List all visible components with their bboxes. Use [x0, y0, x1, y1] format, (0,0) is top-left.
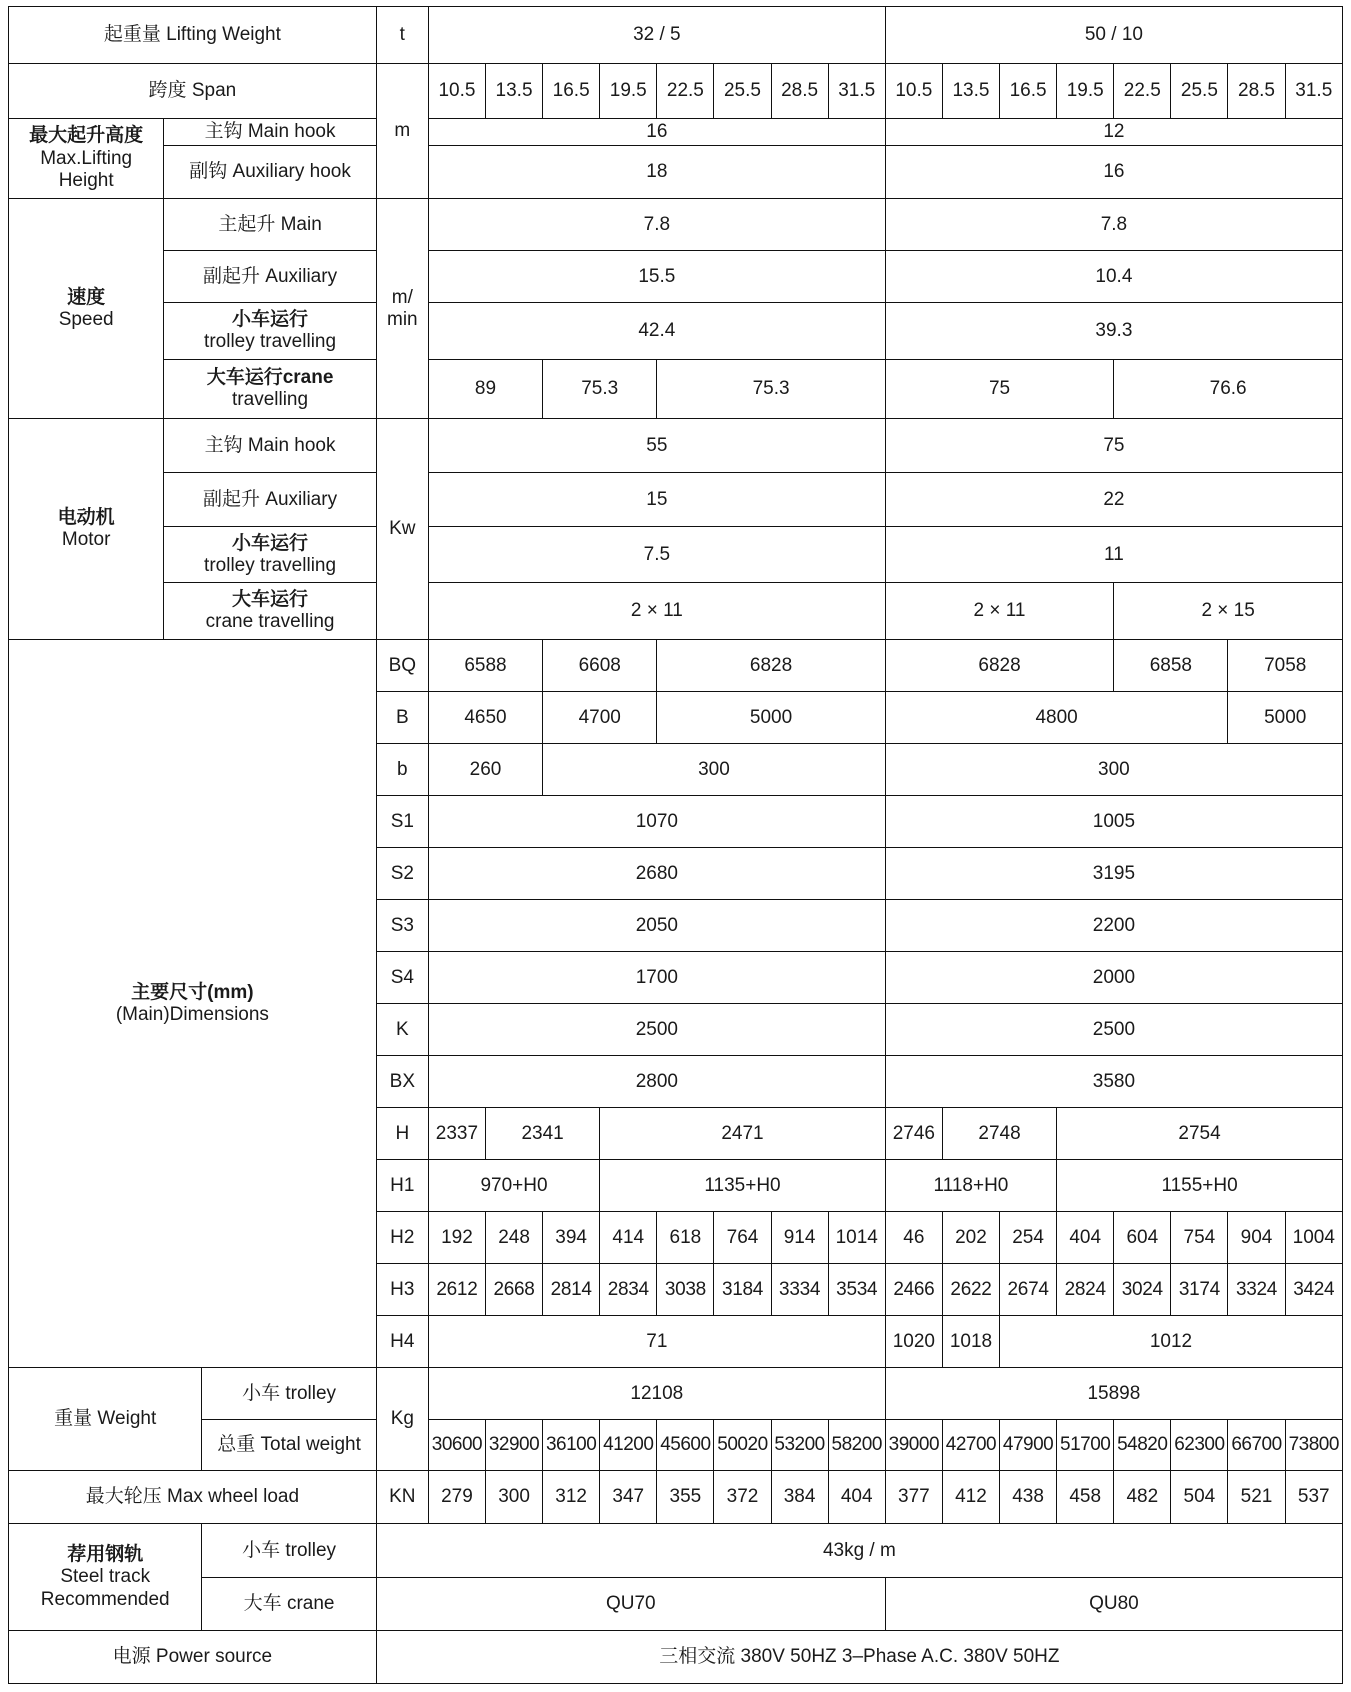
dim-code-h1: H1: [376, 1160, 428, 1212]
weight-total-value: 50020: [714, 1420, 771, 1471]
motor-crane-cn: 大车运行: [232, 589, 309, 610]
table-row-speed-crane: [9, 360, 1343, 419]
steel-track-cn: 荐用钢轨: [67, 1543, 144, 1565]
speed-crane-cell: 75.3: [657, 360, 885, 419]
weight-total-value: 73800: [1285, 1420, 1342, 1471]
dim-code-h: H: [376, 1108, 428, 1160]
table-row-power-source: [9, 1631, 1343, 1684]
section-label-motor: [9, 419, 164, 640]
dim-value: 3580: [885, 1056, 1342, 1108]
span-value: 28.5: [1228, 64, 1285, 119]
dim-code-h3: H3: [376, 1264, 428, 1316]
dim-value: 2050: [428, 900, 885, 952]
motor-trolley-right: 11: [885, 527, 1342, 583]
row-label-motor-crane: [164, 583, 376, 640]
main-hook-height-right: 12: [885, 119, 1342, 146]
weight-trolley-value: 15898: [885, 1368, 1342, 1420]
dim-value: 1070: [428, 796, 885, 848]
wheel-load-value: 537: [1285, 1471, 1342, 1524]
dim-value: 4700: [543, 692, 657, 744]
wheel-load-value: 458: [1057, 1471, 1114, 1524]
table-row-motor-trolley: [9, 527, 1343, 583]
max-lifting-height-cn: 最大起升高度: [29, 125, 144, 147]
span-value: 31.5: [828, 64, 885, 119]
speed-aux-right: 10.4: [885, 251, 1342, 303]
unit-motor: Kw: [376, 419, 428, 640]
motor-label-en: Motor: [61, 529, 111, 551]
dim-value: 3184: [714, 1264, 771, 1316]
dim-value: 4800: [885, 692, 1228, 744]
row-label-steel-track-trolley: 小车 trolley: [202, 1524, 376, 1578]
span-value: 25.5: [714, 64, 771, 119]
dim-value: 2754: [1057, 1108, 1343, 1160]
table-row-motor-main-hook: [9, 419, 1343, 473]
motor-crane-cell: 2 × 11: [885, 583, 1113, 640]
dim-value: 6608: [543, 640, 657, 692]
dim-value: 7058: [1228, 640, 1343, 692]
dim-code-k: K: [376, 1004, 428, 1056]
dim-value: 2200: [885, 900, 1342, 952]
dim-value: 71: [428, 1316, 885, 1368]
weight-total-value: 58200: [828, 1420, 885, 1471]
dim-value: 6828: [657, 640, 885, 692]
wheel-load-value: 279: [428, 1471, 485, 1524]
dim-value: 2800: [428, 1056, 885, 1108]
dim-value: 6858: [1114, 640, 1228, 692]
dim-code-s3: S3: [376, 900, 428, 952]
dim-code-b-small: b: [376, 744, 428, 796]
dim-value: 2500: [428, 1004, 885, 1056]
dim-value: 5000: [1228, 692, 1343, 744]
wheel-load-value: 372: [714, 1471, 771, 1524]
dim-value: 2622: [942, 1264, 999, 1316]
table-row-lifting-weight: [9, 7, 1343, 64]
dim-value: 2746: [885, 1108, 942, 1160]
span-value: 13.5: [942, 64, 999, 119]
dim-value: 764: [714, 1212, 771, 1264]
steel-track-trolley-value: 43kg / m: [376, 1524, 1342, 1578]
wheel-load-value: 504: [1171, 1471, 1228, 1524]
dim-value: 2471: [600, 1108, 886, 1160]
dim-value: 1020: [885, 1316, 942, 1368]
speed-crane-cell: 75: [885, 360, 1113, 419]
table-row-steel-track-trolley: [9, 1524, 1343, 1578]
dim-value: 260: [428, 744, 542, 796]
dim-value: 2337: [428, 1108, 485, 1160]
motor-crane-cell: 2 × 15: [1114, 583, 1343, 640]
speed-label-en: Speed: [58, 308, 114, 330]
row-label-speed-trolley: [164, 303, 376, 360]
weight-total-value: 36100: [543, 1420, 600, 1471]
wheel-load-value: 377: [885, 1471, 942, 1524]
row-label-max-wheel-load: 最大轮压 Max wheel load: [9, 1471, 377, 1524]
row-label-motor-auxiliary: 副起升 Auxiliary: [164, 473, 376, 527]
speed-crane-cell: 75.3: [543, 360, 657, 419]
section-label-max-lifting-height: [9, 119, 164, 199]
speed-trolley-right: 39.3: [885, 303, 1342, 360]
dim-code-b: B: [376, 692, 428, 744]
dimensions-label-cn: 主要尺寸(mm): [131, 981, 254, 1003]
table-row-motor-crane: [9, 583, 1343, 640]
motor-crane-en: crane travelling: [205, 611, 335, 633]
row-label-main-hook-height: 主钩 Main hook: [164, 119, 376, 146]
motor-crane-cell: 2 × 11: [428, 583, 885, 640]
span-value: 25.5: [1171, 64, 1228, 119]
dim-value: 2748: [942, 1108, 1056, 1160]
speed-crane-cell: 76.6: [1114, 360, 1343, 419]
dim-value: 3324: [1228, 1264, 1285, 1316]
dim-value: 3195: [885, 848, 1342, 900]
dim-value: 1005: [885, 796, 1342, 848]
dim-value: 6588: [428, 640, 542, 692]
dim-value: 3334: [771, 1264, 828, 1316]
row-label-lifting-weight: 起重量 Lifting Weight: [9, 7, 377, 64]
table-row-max-height-main-hook: [9, 119, 1343, 146]
speed-aux-left: 15.5: [428, 251, 885, 303]
table-row-steel-track-crane: [9, 1578, 1343, 1631]
motor-trolley-en: trolley travelling: [204, 554, 337, 576]
speed-trolley-left: 42.4: [428, 303, 885, 360]
table-row-max-height-aux-hook: [9, 146, 1343, 199]
wheel-load-value: 312: [543, 1471, 600, 1524]
speed-trolley-cn: 小车运行: [232, 309, 309, 330]
dim-value: 618: [657, 1212, 714, 1264]
motor-trolley-left: 7.5: [428, 527, 885, 583]
row-label-aux-hook-height: 副钩 Auxiliary hook: [164, 146, 376, 199]
weight-total-value: 42700: [942, 1420, 999, 1471]
dim-value: 6828: [885, 640, 1113, 692]
dim-code-s4: S4: [376, 952, 428, 1004]
dim-value: 5000: [657, 692, 885, 744]
table-row-max-wheel-load: [9, 1471, 1343, 1524]
dim-code-h2: H2: [376, 1212, 428, 1264]
span-value: 31.5: [1285, 64, 1342, 119]
table-row-speed-trolley: [9, 303, 1343, 360]
motor-trolley-cn: 小车运行: [232, 532, 309, 554]
unit-meters: m: [376, 64, 428, 199]
weight-total-value: 45600: [657, 1420, 714, 1471]
table-row-weight-trolley: [9, 1368, 1343, 1420]
speed-label-cn: 速度: [67, 286, 106, 308]
row-label-speed-crane: [164, 360, 376, 419]
row-label-motor-main-hook: 主钩 Main hook: [164, 419, 376, 473]
dim-value: 1004: [1285, 1212, 1342, 1264]
weight-total-value: 54820: [1114, 1420, 1171, 1471]
dim-value: 2341: [485, 1108, 599, 1160]
max-lifting-height-en1: Max.Lifting: [40, 147, 133, 169]
dim-value: 300: [885, 744, 1342, 796]
dim-value: 2824: [1057, 1264, 1114, 1316]
main-hook-height-left: 16: [428, 119, 885, 146]
lifting-weight-right-group: 50 / 10: [885, 7, 1342, 64]
table-row-dim-bq: [9, 640, 1343, 692]
dim-value: 1018: [942, 1316, 999, 1368]
table-row-speed-auxiliary: [9, 251, 1343, 303]
table-row-span: [9, 64, 1343, 119]
wheel-load-value: 300: [485, 1471, 542, 1524]
dim-value: 202: [942, 1212, 999, 1264]
row-label-steel-track-crane: 大车 crane: [202, 1578, 376, 1631]
span-value: 28.5: [771, 64, 828, 119]
dim-value: 4650: [428, 692, 542, 744]
dim-value: 2834: [600, 1264, 657, 1316]
dim-value: 2612: [428, 1264, 485, 1316]
span-value: 22.5: [1114, 64, 1171, 119]
unit-speed-line2: min: [387, 308, 418, 330]
speed-main-left: 7.8: [428, 199, 885, 251]
section-label-speed: [9, 199, 164, 419]
span-value: 19.5: [600, 64, 657, 119]
wheel-load-value: 384: [771, 1471, 828, 1524]
dim-value: 1135+H0: [600, 1160, 886, 1212]
steel-track-crane-right: QU80: [885, 1578, 1342, 1631]
dim-value: 2668: [485, 1264, 542, 1316]
dim-value: 1700: [428, 952, 885, 1004]
span-value: 16.5: [1000, 64, 1057, 119]
speed-crane-en: travelling: [232, 389, 309, 411]
row-label-speed-auxiliary: 副起升 Auxiliary: [164, 251, 376, 303]
wheel-load-value: 482: [1114, 1471, 1171, 1524]
max-lifting-height-en2: Height: [58, 169, 114, 191]
motor-main-left: 55: [428, 419, 885, 473]
weight-total-value: 62300: [1171, 1420, 1228, 1471]
dim-value: 192: [428, 1212, 485, 1264]
dim-value: 3534: [828, 1264, 885, 1316]
motor-aux-left: 15: [428, 473, 885, 527]
weight-total-value: 66700: [1228, 1420, 1285, 1471]
dim-code-s1: S1: [376, 796, 428, 848]
dim-value: 2000: [885, 952, 1342, 1004]
motor-label-cn: 电动机: [57, 507, 115, 528]
wheel-load-value: 347: [600, 1471, 657, 1524]
weight-total-value: 32900: [485, 1420, 542, 1471]
dim-code-bq: BQ: [376, 640, 428, 692]
weight-total-value: 51700: [1057, 1420, 1114, 1471]
speed-crane-cn: 大车运行crane: [206, 367, 334, 388]
lifting-weight-left-group: 32 / 5: [428, 7, 885, 64]
dim-value: 404: [1057, 1212, 1114, 1264]
dim-value: 2466: [885, 1264, 942, 1316]
motor-main-right: 75: [885, 419, 1342, 473]
table-row-motor-auxiliary: [9, 473, 1343, 527]
wheel-load-value: 438: [1000, 1471, 1057, 1524]
weight-trolley-value: 12108: [428, 1368, 885, 1420]
motor-aux-right: 22: [885, 473, 1342, 527]
dim-value: 414: [600, 1212, 657, 1264]
wheel-load-value: 404: [828, 1471, 885, 1524]
wheel-load-value: 521: [1228, 1471, 1285, 1524]
steel-track-en2: Recommended: [40, 1588, 170, 1610]
weight-total-value: 30600: [428, 1420, 485, 1471]
wheel-load-value: 412: [942, 1471, 999, 1524]
power-source-value: 三相交流 380V 50HZ 3–Phase A.C. 380V 50HZ: [376, 1631, 1342, 1684]
unit-lifting-weight: t: [376, 7, 428, 64]
dim-value: 2674: [1000, 1264, 1057, 1316]
span-value: 19.5: [1057, 64, 1114, 119]
dim-value: 3424: [1285, 1264, 1342, 1316]
wheel-load-value: 355: [657, 1471, 714, 1524]
speed-main-right: 7.8: [885, 199, 1342, 251]
unit-speed: [376, 199, 428, 419]
dim-value: 2500: [885, 1004, 1342, 1056]
section-label-steel-track: [9, 1524, 202, 1631]
dim-value: 3174: [1171, 1264, 1228, 1316]
crane-specification-table: [8, 6, 1343, 1684]
span-value: 10.5: [428, 64, 485, 119]
dim-code-s2: S2: [376, 848, 428, 900]
row-label-weight-total: 总重 Total weight: [202, 1420, 376, 1471]
span-value: 10.5: [885, 64, 942, 119]
weight-total-value: 47900: [1000, 1420, 1057, 1471]
span-value: 13.5: [485, 64, 542, 119]
row-label-weight-trolley: 小车 trolley: [202, 1368, 376, 1420]
aux-hook-height-right: 16: [885, 146, 1342, 199]
dim-value: 2680: [428, 848, 885, 900]
dim-value: 3024: [1114, 1264, 1171, 1316]
dim-value: 248: [485, 1212, 542, 1264]
speed-crane-cell: 89: [428, 360, 542, 419]
dim-value: 3038: [657, 1264, 714, 1316]
row-label-span: 跨度 Span: [9, 64, 377, 119]
speed-trolley-en: trolley travelling: [204, 331, 337, 353]
weight-total-value: 41200: [600, 1420, 657, 1471]
row-label-motor-trolley: [164, 527, 376, 583]
weight-total-value: 53200: [771, 1420, 828, 1471]
unit-wheel-load: KN: [376, 1471, 428, 1524]
aux-hook-height-left: 18: [428, 146, 885, 199]
steel-track-crane-left: QU70: [376, 1578, 885, 1631]
dim-value: 1155+H0: [1057, 1160, 1343, 1212]
table-row-speed-main: [9, 199, 1343, 251]
row-label-power-source: 电源 Power source: [9, 1631, 377, 1684]
unit-weight: Kg: [376, 1368, 428, 1471]
dim-value: 914: [771, 1212, 828, 1264]
section-label-weight: 重量 Weight: [9, 1368, 202, 1471]
dim-value: 46: [885, 1212, 942, 1264]
dim-value: 904: [1228, 1212, 1285, 1264]
dim-value: 1118+H0: [885, 1160, 1056, 1212]
steel-track-en1: Steel track: [60, 1566, 151, 1588]
dim-code-h4: H4: [376, 1316, 428, 1368]
dim-value: 1014: [828, 1212, 885, 1264]
row-label-speed-main: 主起升 Main: [164, 199, 376, 251]
weight-total-value: 39000: [885, 1420, 942, 1471]
dim-value: 754: [1171, 1212, 1228, 1264]
dim-value: 300: [543, 744, 886, 796]
dim-value: 1012: [1000, 1316, 1343, 1368]
dimensions-label-en: (Main)Dimensions: [115, 1003, 269, 1025]
unit-speed-line1: m/: [391, 286, 413, 308]
dim-value: 394: [543, 1212, 600, 1264]
dim-value: 604: [1114, 1212, 1171, 1264]
span-value: 16.5: [543, 64, 600, 119]
span-value: 22.5: [657, 64, 714, 119]
dim-value: 2814: [543, 1264, 600, 1316]
table-row-weight-total: [9, 1420, 1343, 1471]
dim-value: 254: [1000, 1212, 1057, 1264]
dim-value: 970+H0: [428, 1160, 599, 1212]
section-label-dimensions: [9, 640, 377, 1368]
dim-code-bx: BX: [376, 1056, 428, 1108]
